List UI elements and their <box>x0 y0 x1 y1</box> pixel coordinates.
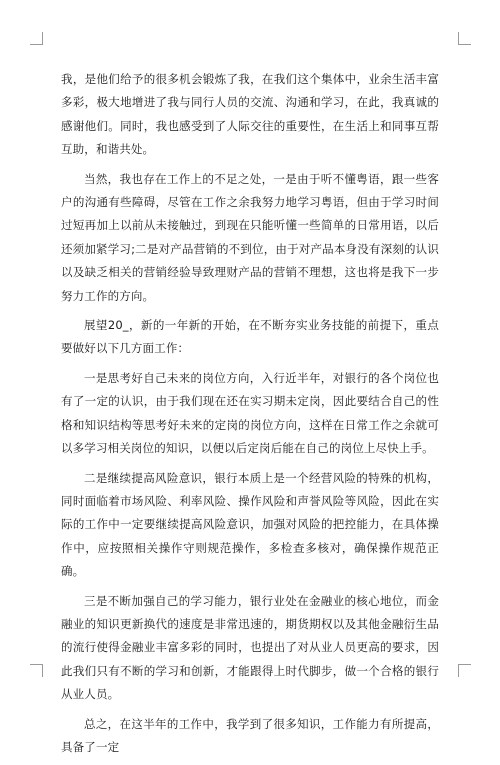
crop-mark-bottom-left <box>30 664 43 677</box>
paragraph-2: 当然，我也存在工作上的不足之处，一是由于听不懂粤语，跟一些客户的沟通有些障碍，尽管在工作之余我努力地学习粤语，但由于学习时间过短再加上以前从未接触过，到现在只能听懂一些简单的日常用语，以后还须加紧学习;二是对产品营销的不到位，由于对产品本身没有深刻的认识以及缺乏相关的营销经验导致理财产品的营销不理想，这也将是我下一步努力工作的方向。 <box>61 171 439 303</box>
crop-mark-bottom-right <box>458 664 471 677</box>
paragraph-7: 总之，在这半年的工作中，我学到了很多知识，工作能力有所提高，具备了一定 <box>61 716 439 754</box>
paragraph-4: 一是思考好自己未来的岗位方向，入行近半年，对银行的各个岗位也有了一定的认识，由于我们现在还在实习期未定岗，因此要结合自己的性格和知识结构等思考好未来的定岗的岗位方向，这样在日常工作之余就可以多学习相关岗位的知识，以便以后定岗后能在自己的岗位上尽快上手。 <box>61 370 439 456</box>
paragraph-1: 我，是他们给予的很多机会锻炼了我，在我们这个集体中，业余生活丰富多彩，极大地增进了我与同行人员的交流、沟通和学习，在此，我真诚的感谢他们。同时，我也感受到了人际交往的重要性，在生活上和同事互帮互助，和谐共处。 <box>61 72 439 157</box>
crop-mark-top-right <box>458 32 471 45</box>
crop-mark-top-left <box>30 32 43 45</box>
document-body <box>61 68 439 765</box>
paragraph-5: 二是继续提高风险意识，银行本质上是一个经营风险的特殊的机构，同时面临着市场风险、利率风险、操作风险和声誉风险等风险，因此在实际的工作中一定要继续提高风险意识，加强对风险的把控能力，在具体操作中，应按照相关操作守则规范操作，多检查多核对，确保操作规范正确。 <box>61 470 439 579</box>
paragraph-6: 三是不断加强自己的学习能力，银行业处在金融业的核心地位，而金融业的知识更新换代的速度是非常迅速的，期货期权以及其他金融衍生品的流行使得金融业丰富多彩的同时，也提出了对从业人员更高的要求，因此我们只有不断的学习和创新，才能跟得上时代脚步，做一个合格的银行从业人员。 <box>61 593 439 702</box>
paragraph-3: 展望20_，新的一年新的开始，在不断夯实业务技能的前提下，重点要做好以下几方面工作： <box>61 318 439 356</box>
